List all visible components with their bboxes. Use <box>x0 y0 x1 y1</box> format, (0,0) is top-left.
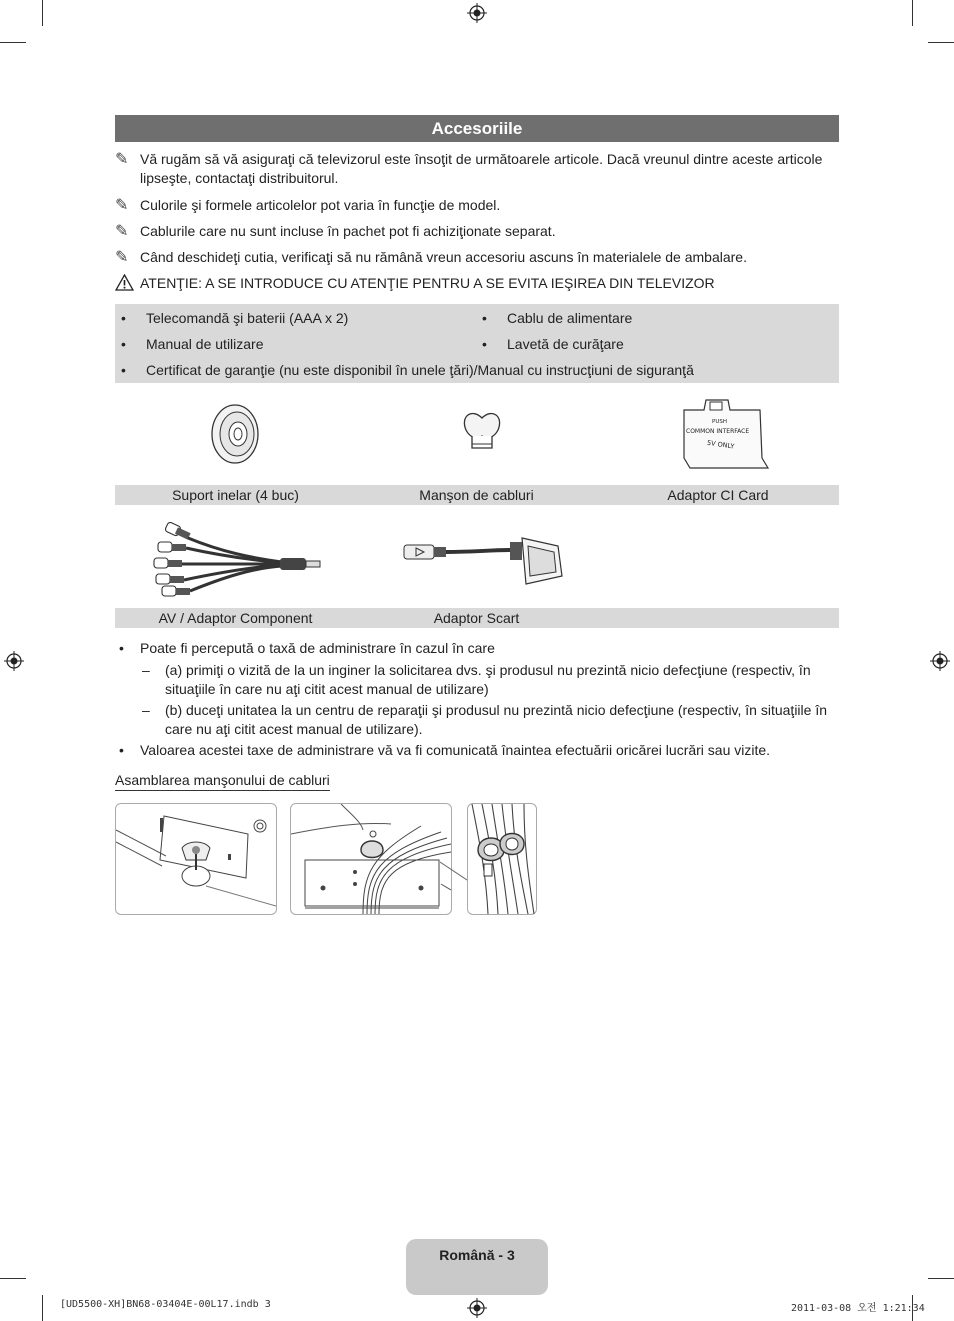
assembly-step-2-image <box>290 803 452 915</box>
bullet: • <box>119 742 124 758</box>
av-component-adapter-image <box>152 522 327 598</box>
accessory-label: Lavetă de curăţare <box>507 336 624 352</box>
bullet: • <box>482 336 487 352</box>
crop-mark <box>928 42 954 43</box>
note <box>115 150 839 188</box>
bullet: • <box>121 310 126 326</box>
fee-item: (a) primiţi o vizită de la un inginer la solicitarea dvs. şi produsul nu prezintă nicio defecţiune (respectiv, în situaţiile în care nu aţi citit acest manual de utilizare) <box>165 662 811 697</box>
assembly-step-1-image <box>115 803 277 915</box>
fee-intro: Poate fi percepută o taxă de administrare în cazul în care <box>140 640 495 656</box>
note-text: Vă rugăm să vă asiguraţi că televizorul este însoţit de următoarele articole. Dacă vreunul dintre aceste articole lipseşte, contactaţi distribuitorul. <box>140 151 823 186</box>
assembly-detail-image <box>467 803 537 915</box>
dash: – <box>142 702 150 718</box>
accessories-list <box>115 304 839 383</box>
note <box>115 248 839 267</box>
print-timestamp: 2011-03-08 오전 1:21:34 <box>791 1303 925 1314</box>
ci-card-print: PUSH <box>712 419 727 425</box>
crop-mark <box>912 0 913 26</box>
assembly-step-2-drawing <box>291 804 451 914</box>
note-pencil-icon: ✎ <box>115 151 129 168</box>
assembly-heading: Asamblarea manşonului de cabluri <box>115 772 330 791</box>
note <box>115 222 839 241</box>
section-title: Accesoriile <box>115 115 839 142</box>
caption: Adaptor Scart <box>433 610 520 626</box>
crop-mark <box>0 42 26 43</box>
caption-bar <box>115 608 839 628</box>
fee-item: (b) duceţi unitatea la un centru de reparaţii şi produsul nu prezintă nicio defecţiune (respectiv, în situaţiile în care nu aţi citit acest manual de utilizare). <box>165 702 827 737</box>
bullet: • <box>482 310 487 326</box>
note-pencil-icon: ✎ <box>115 249 129 266</box>
bullet: • <box>119 640 124 656</box>
note-pencil-icon: ✎ <box>115 223 129 240</box>
callout-line <box>440 860 470 884</box>
warning-text: ATENŢIE: A SE INTRODUCE CU ATENŢIE PENTRU A SE EVITA IEŞIREA DIN TELEVIZOR <box>140 274 715 291</box>
warning-triangle-icon <box>115 274 134 291</box>
note-pencil-icon: ✎ <box>115 197 129 214</box>
accessory-label: Manual de utilizare <box>146 336 264 352</box>
file-info: [UD5500-XH]BN68-03404E-00L17.indb 3 <box>60 1299 271 1310</box>
assembly-detail-drawing <box>468 804 536 914</box>
bullet: • <box>121 336 126 352</box>
caption: AV / Adaptor Component <box>158 610 313 626</box>
dash: – <box>142 662 150 678</box>
accessory-label: Certificat de garanţie (nu este disponibil în unele ţări)/Manual cu instrucţiuni de siguranţă <box>146 362 694 378</box>
caption: Manşon de cabluri <box>419 487 534 503</box>
registration-mark-icon <box>4 651 24 671</box>
registration-mark-icon <box>930 651 950 671</box>
fee-outro: Valoarea acestei taxe de administrare vă va fi comunicată înaintea efectuării oricărei lucrări sau vizite. <box>140 742 771 758</box>
note-text: Cablurile care nu sunt incluse în pachet pot fi achiziţionate separat. <box>140 223 556 239</box>
caption: Suport inelar (4 buc) <box>172 487 299 503</box>
accessory-label: Cablu de alimentare <box>507 310 633 326</box>
page-number-tab: Română - 3 <box>406 1239 548 1295</box>
accessory-label: Telecomandă şi baterii (AAA x 2) <box>146 310 349 326</box>
cable-tie-image <box>458 408 506 456</box>
ci-card-print: COMMON INTERFACE <box>686 428 750 435</box>
caption: Adaptor CI Card <box>667 487 769 503</box>
assembly-step-1-drawing <box>116 804 276 914</box>
caption-bar <box>115 485 839 505</box>
registration-mark-icon <box>467 1298 487 1318</box>
registration-mark-icon <box>467 3 487 23</box>
ci-card-print: 5V ONLY <box>706 438 735 451</box>
scart-adapter-image <box>402 536 564 588</box>
note-text: Culorile şi formele articolelor pot varia în funcţie de model. <box>140 197 501 213</box>
warning-line <box>115 274 839 291</box>
note-text: Când deschideţi cutia, verificaţi să nu rămână vreun accesoriu ascuns în materialele de ambalare. <box>140 249 747 265</box>
crop-mark <box>42 0 43 26</box>
crop-mark <box>928 1278 954 1279</box>
crop-mark <box>0 1278 26 1279</box>
note <box>115 196 839 215</box>
bullet: • <box>121 362 126 378</box>
holder-ring-image <box>208 403 262 465</box>
ci-card-adapter-image <box>676 396 770 472</box>
crop-mark <box>42 1295 43 1321</box>
